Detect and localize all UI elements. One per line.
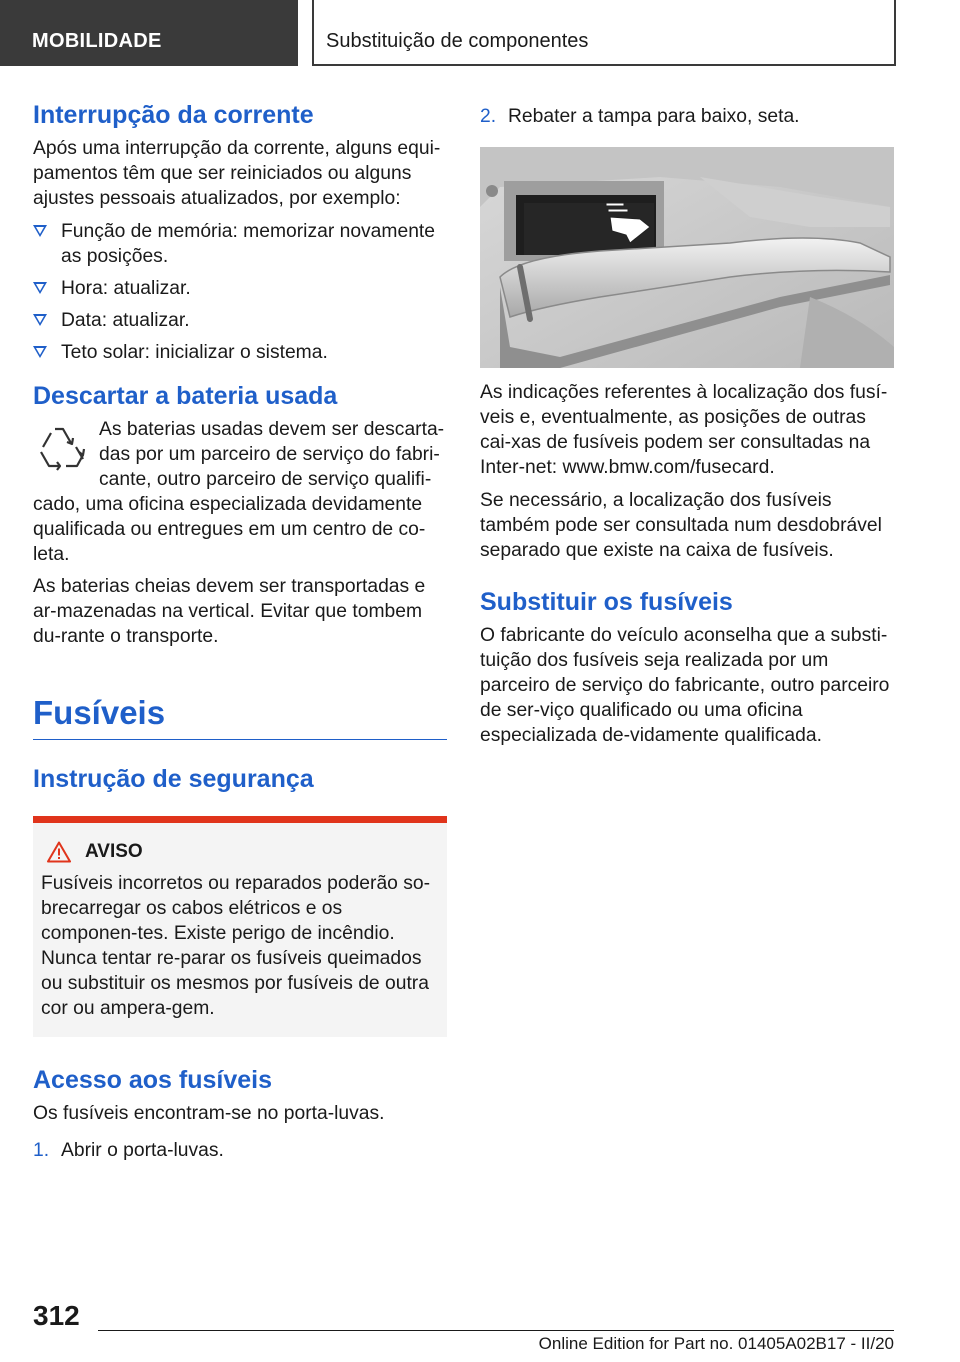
paragraph-descartar: As baterias usadas devem ser descarta-das por um parceiro de serviço do fabri-cante, outro parceiro de serviço qualifi-cado, uma oficina especializada devidamente qualificada ou entregues em um centro de co-leta. bbox=[33, 419, 445, 565]
step-list bbox=[480, 104, 894, 129]
bullet-list bbox=[33, 219, 447, 365]
paragraph-necessario: Se necessário, a localização dos fusíveis também pode ser consultada num desdobrável separado que existe na caixa de fusíveis. bbox=[480, 490, 882, 561]
warning-text: Fusíveis incorretos ou reparados poderão so-brecarregar os cabos elétricos e os componen-tes. Existe perigo de incêndio. Nunca tentar re-parar os fusíveis queimados ou substituir os mesmos por fusíveis de outra cor ou ampera-gem. bbox=[41, 872, 431, 1019]
paragraph-acesso: Os fusíveis encontram-se no porta-luvas. bbox=[33, 1102, 385, 1124]
chapter-tab bbox=[312, 0, 896, 66]
paragraph-substituir: O fabricante do veículo aconselha que a substi-tuição dos fusíveis seja realizada por um parceiro de serviço do fabricante, outro parceiro de ser-viço qualificado ou uma oficina especializada de-vidamente qualificada. bbox=[480, 625, 890, 746]
heading-rule bbox=[33, 739, 447, 740]
list-item: Data: atualizar. bbox=[33, 308, 447, 333]
list-item: Hora: atualizar. bbox=[33, 276, 447, 301]
step-number: 2. bbox=[480, 106, 497, 127]
recycle-icon bbox=[33, 421, 91, 479]
step-number: 1. bbox=[33, 1139, 50, 1161]
glovebox-illustration bbox=[480, 147, 894, 368]
bullet-triangle-icon bbox=[33, 314, 47, 326]
recycle-block bbox=[33, 417, 447, 567]
warning-title bbox=[47, 841, 439, 863]
page-header bbox=[0, 0, 960, 66]
heading-interrupcao: Interrupção da corrente bbox=[33, 101, 314, 129]
step-text: Abrir o porta-luvas. bbox=[61, 1139, 224, 1161]
heading-descartar: Descartar a bateria usada bbox=[33, 382, 338, 410]
paragraph-interrupcao: Após uma interrupção da corrente, alguns equi-pamentos têm que ser reiniciados ou alguns ajustes pessoais atualizados, por exemplo: bbox=[33, 138, 441, 209]
edition-text: Online Edition for Part no. 01405A02B17 - II/20 bbox=[538, 1334, 894, 1353]
right-column bbox=[480, 100, 894, 748]
paragraph-indicacoes: As indicações referentes à localização dos fusí-veis e, eventualmente, as posições de outras cai-xas de fusíveis podem ser consultadas na Inter-net: www.bmw.com/fusecard. bbox=[480, 382, 888, 478]
section-label: MOBILIDADE bbox=[32, 30, 162, 52]
section-tab bbox=[0, 0, 298, 66]
heading-fusiveis: Fusíveis bbox=[33, 694, 166, 731]
step-item bbox=[33, 1138, 447, 1163]
bullet-triangle-icon bbox=[33, 282, 47, 294]
chapter-label: Substituição de componentes bbox=[326, 30, 589, 52]
warning-box bbox=[33, 816, 447, 1037]
bullet-triangle-icon bbox=[33, 346, 47, 358]
heading-instrucao: Instrução de segurança bbox=[33, 764, 314, 793]
heading-substituir: Substituir os fusíveis bbox=[480, 588, 733, 616]
bullet-triangle-icon bbox=[33, 225, 47, 237]
list-item: Função de memória: memorizar novamente as posições. bbox=[33, 219, 447, 269]
footer-rule bbox=[98, 1330, 894, 1331]
list-item: Teto solar: inicializar o sistema. bbox=[33, 340, 447, 365]
page-number: 312 bbox=[33, 1300, 80, 1331]
warning-triangle-icon bbox=[47, 841, 71, 863]
step-text: Rebater a tampa para baixo, seta. bbox=[508, 106, 800, 127]
left-column bbox=[33, 100, 447, 1163]
step-list bbox=[33, 1138, 447, 1163]
heading-acesso: Acesso aos fusíveis bbox=[33, 1065, 273, 1094]
step-item bbox=[480, 104, 894, 129]
warning-label: AVISO bbox=[85, 840, 143, 862]
paragraph-transporte: As baterias cheias devem ser transportadas e ar-mazenadas na vertical. Evitar que tombem du-rante o transporte. bbox=[33, 576, 426, 647]
